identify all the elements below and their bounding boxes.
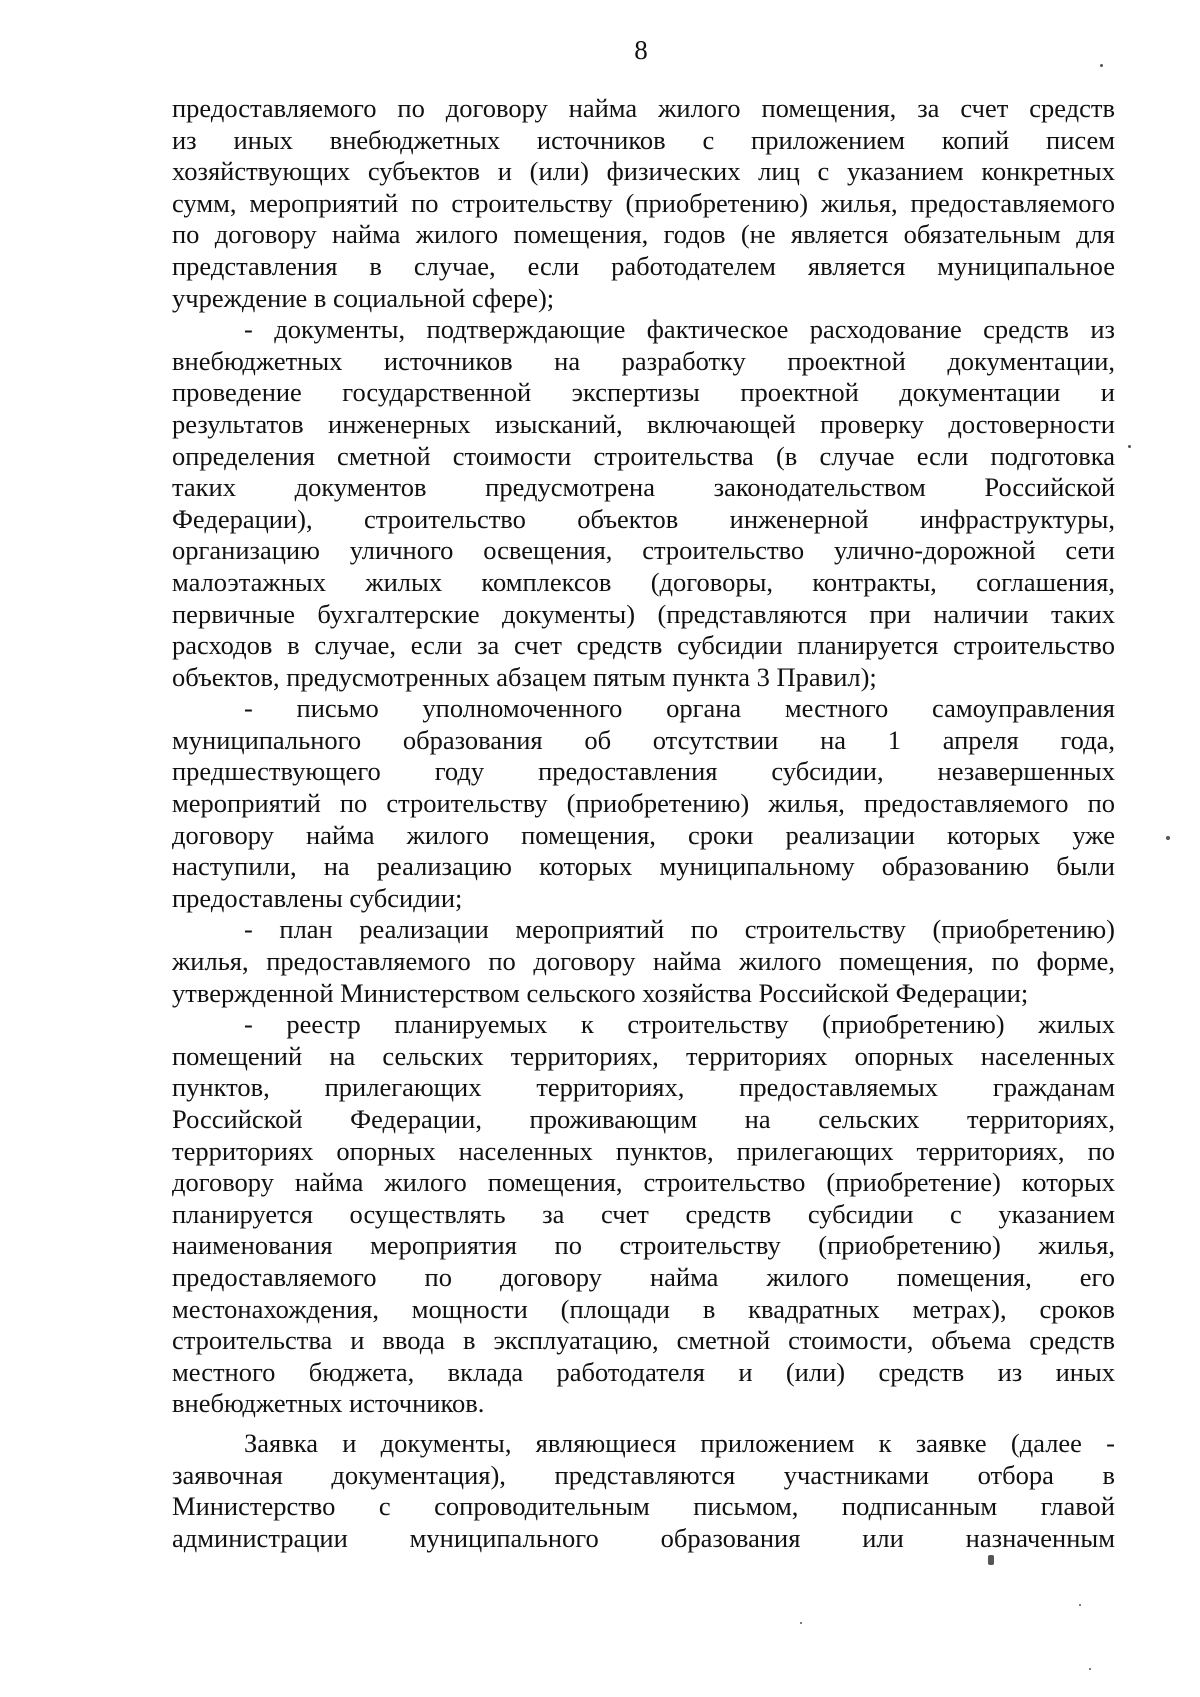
text-line: мероприятий по строительству (приобретению) жилья, предоставляемого по (172, 788, 1115, 819)
text-line: предоставлены субсидии; (172, 882, 463, 913)
text-line: хозяйствующих субъектов и (или) физических лиц с указанием конкретных (172, 156, 1115, 187)
text-line: Министерство с сопроводительным письмом, подписанным главой (172, 1491, 1115, 1522)
paragraph-housing-registry (172, 1009, 1115, 1420)
paragraph-authority-letter (172, 693, 1115, 914)
text-line: - документы, подтверждающие фактическое расходование средств из (244, 314, 1115, 345)
paragraph-expense-documents (172, 314, 1115, 693)
scan-speck (800, 1622, 802, 1624)
text-line: наступили, на реализацию которых муниципальному образованию были (172, 851, 1115, 882)
text-line: утвержденной Министерством сельского хозяйства Российской Федерации; (172, 977, 1029, 1008)
text-line: малоэтажных жилых комплексов (договоры, контракты, соглашения, (172, 566, 1115, 597)
scan-speck (1166, 836, 1170, 840)
text-line: из иных внебюджетных источников с приложением копий писем (172, 124, 1115, 155)
text-line: по договору найма жилого помещения, годов (не является обязательным для (172, 219, 1115, 250)
document-body (172, 93, 1115, 1554)
paragraph-continuation (172, 93, 1115, 314)
text-line: определения сметной стоимости строительства (в случае если подготовка (172, 440, 1115, 471)
text-line: - письмо уполномоченного органа местного самоуправления (244, 693, 1115, 724)
text-line: сумм, мероприятий по строительству (приобретению) жилья, предоставляемого (172, 187, 1115, 218)
text-line: планируется осуществлять за счет средств субсидии с указанием (172, 1198, 1115, 1229)
scan-speck (1100, 64, 1103, 67)
text-line: наименования мероприятия по строительству (приобретению) жилья, (172, 1230, 1115, 1261)
text-line: внебюджетных источников. (172, 1388, 485, 1419)
text-line: учреждение в социальной сфере); (172, 282, 555, 313)
text-line: местного бюджета, вклада работодателя и (или) средств из иных (172, 1356, 1115, 1387)
text-line: организацию уличного освещения, строительство улично-дорожной сети (172, 535, 1115, 566)
text-line: проведение государственной экспертизы проектной документации и (172, 377, 1115, 408)
scan-speck (1128, 445, 1131, 448)
text-line: таких документов предусмотрена законодательством Российской (172, 472, 1115, 503)
text-line: пунктов, прилегающих территориях, предоставляемых гражданам (172, 1072, 1115, 1103)
paragraph-implementation-plan (172, 914, 1115, 1009)
text-line: строительства и ввода в эксплуатацию, сметной стоимости, объема средств (172, 1325, 1115, 1356)
text-line: договору найма жилого помещения, сроки реализации которых уже (172, 819, 1115, 850)
text-line: результатов инженерных изысканий, включающей проверку достоверности (172, 408, 1115, 439)
text-line: объектов, предусмотренных абзацем пятым пункта 3 Правил); (172, 661, 877, 692)
text-line: предшествующего году предоставления субсидии, незавершенных (172, 756, 1115, 787)
text-line: администрации муниципального образования или назначенным (172, 1522, 1115, 1553)
page-number: 8 (634, 35, 648, 65)
text-line: Федерации), строительство объектов инженерной инфраструктуры, (172, 503, 1115, 534)
text-line: - план реализации мероприятий по строительству (приобретению) (244, 914, 1115, 945)
text-line: представления в случае, если работодателем является муниципальное (172, 250, 1115, 281)
text-line: первичные бухгалтерские документы) (представляются при наличии таких (172, 598, 1115, 629)
text-line: помещений на сельских территориях, территориях опорных населенных (172, 1040, 1115, 1071)
paragraph-gap (172, 1420, 1115, 1428)
paragraph-application-submission (172, 1428, 1115, 1554)
text-line: местонахождения, мощности (площади в квадратных метрах), сроков (172, 1293, 1115, 1324)
text-line: муниципального образования об отсутствии на 1 апреля года, (172, 724, 1115, 755)
text-line: расходов в случае, если за счет средств субсидии планируется строительство (172, 630, 1115, 661)
text-line: заявочная документация), представляются участниками отбора в (172, 1459, 1115, 1490)
text-line: Заявка и документы, являющиеся приложением к заявке (далее - (244, 1427, 1115, 1458)
text-line: внебюджетных источников на разработку проектной документации, (172, 345, 1115, 376)
scan-speck (988, 1555, 994, 1565)
text-line: жилья, предоставляемого по договору найма жилого помещения, по форме, (172, 946, 1115, 977)
text-line: Российской Федерации, проживающим на сельских территориях, (172, 1104, 1115, 1134)
text-line: предоставляемого по договору найма жилого помещения, за счет средств (172, 93, 1115, 123)
text-line: предоставляемого по договору найма жилого помещения, его (172, 1261, 1115, 1292)
text-line: территориях опорных населенных пунктов, прилегающих территориях, по (172, 1135, 1115, 1166)
text-line: договору найма жилого помещения, строительство (приобретение) которых (172, 1167, 1115, 1198)
text-line: - реестр планируемых к строительству (приобретению) жилых (244, 1009, 1115, 1040)
scan-speck (1079, 1604, 1081, 1606)
scan-speck (1089, 1668, 1091, 1670)
